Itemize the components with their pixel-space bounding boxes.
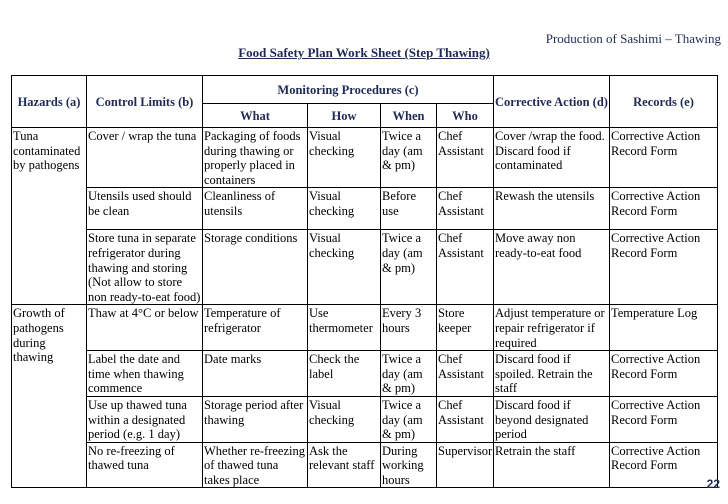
who-cell: Chef Assistant xyxy=(437,396,494,442)
food-safety-plan-table xyxy=(11,75,718,488)
header-how: How xyxy=(308,104,381,128)
corrective-action-cell: Move away non ready-to-eat food xyxy=(494,230,610,305)
control-limit-cell: Utensils used should be clean xyxy=(87,188,203,230)
table-row xyxy=(12,396,718,442)
header-who: Who xyxy=(437,104,494,128)
what-cell: Whether re-freezing of thawed tuna takes place xyxy=(203,442,308,488)
how-cell: Ask the relevant staff xyxy=(308,442,381,488)
corrective-action-cell: Discard food if spoiled. Retrain the staff xyxy=(494,351,610,397)
record-cell: Corrective Action Record Form xyxy=(610,351,718,397)
when-cell: Twice a day (am & pm) xyxy=(381,128,437,188)
control-limit-cell: Label the date and time when thawing commence xyxy=(87,351,203,397)
corrective-action-cell: Adjust temperature or repair refrigerator if required xyxy=(494,305,610,351)
table-row xyxy=(12,442,718,488)
who-cell: Supervisor xyxy=(437,442,494,488)
who-cell: Chef Assistant xyxy=(437,188,494,230)
table-row xyxy=(12,128,718,188)
what-cell: Cleanliness of utensils xyxy=(203,188,308,230)
control-limit-cell: Use up thawed tuna within a designated period (e.g. 1 day) xyxy=(87,396,203,442)
table-row xyxy=(12,305,718,351)
what-cell: Storage conditions xyxy=(203,230,308,305)
table-row xyxy=(12,188,718,230)
when-cell: Every 3 hours xyxy=(381,305,437,351)
header-row xyxy=(12,76,718,104)
who-cell: Store keeper xyxy=(437,305,494,351)
how-cell: Use thermometer xyxy=(308,305,381,351)
how-cell: Check the label xyxy=(308,351,381,397)
corrective-action-cell: Cover /wrap the food. Discard food if contaminated xyxy=(494,128,610,188)
control-limit-cell: No re-freezing of thawed tuna xyxy=(87,442,203,488)
corrective-action-cell: Rewash the utensils xyxy=(494,188,610,230)
what-cell: Packaging of foods during thawing or properly placed in containers xyxy=(203,128,308,188)
who-cell: Chef Assistant xyxy=(437,128,494,188)
record-cell: Corrective Action Record Form xyxy=(610,442,718,488)
record-cell: Temperature Log xyxy=(610,305,718,351)
control-limit-cell: Thaw at 4°C or below xyxy=(87,305,203,351)
header-when: When xyxy=(381,104,437,128)
when-cell: During working hours xyxy=(381,442,437,488)
when-cell: Twice a day (am & pm) xyxy=(381,230,437,305)
corrective-action-cell: Retrain the staff xyxy=(494,442,610,488)
header-control-limits: Control Limits (b) xyxy=(87,76,203,128)
how-cell: Visual checking xyxy=(308,128,381,188)
record-cell: Corrective Action Record Form xyxy=(610,230,718,305)
record-cell: Corrective Action Record Form xyxy=(610,396,718,442)
record-cell: Corrective Action Record Form xyxy=(610,128,718,188)
header-hazards: Hazards (a) xyxy=(12,76,87,128)
table-row xyxy=(12,351,718,397)
who-cell: Chef Assistant xyxy=(437,230,494,305)
when-cell: Twice a day (am & pm) xyxy=(381,396,437,442)
what-cell: Temperature of refrigerator xyxy=(203,305,308,351)
page-number: 22 xyxy=(706,477,720,491)
how-cell: Visual checking xyxy=(308,230,381,305)
hazard-cell: Tuna contaminated by pathogens xyxy=(12,128,87,305)
when-cell: Before use xyxy=(381,188,437,230)
when-cell: Twice a day (am & pm) xyxy=(381,351,437,397)
hazard-cell: Growth of pathogens during thawing xyxy=(12,305,87,488)
control-limit-cell: Store tuna in separate refrigerator during thawing and storing (Not allow to store non ready-to-eat food) xyxy=(87,230,203,305)
who-cell: Chef Assistant xyxy=(437,351,494,397)
what-cell: Date marks xyxy=(203,351,308,397)
record-cell: Corrective Action Record Form xyxy=(610,188,718,230)
document-corner-title: Production of Sashimi – Thawing xyxy=(545,31,721,46)
header-records: Records (e) xyxy=(610,76,718,128)
header-what: What xyxy=(203,104,308,128)
header-corrective-action: Corrective Action (d) xyxy=(494,76,610,128)
control-limit-cell: Cover / wrap the tuna xyxy=(87,128,203,188)
worksheet-title: Food Safety Plan Work Sheet (Step Thawing) xyxy=(238,45,490,60)
header-monitoring-procedures: Monitoring Procedures (c) xyxy=(203,76,494,104)
how-cell: Visual checking xyxy=(308,188,381,230)
table-row xyxy=(12,230,718,305)
corrective-action-cell: Discard food if beyond designated period xyxy=(494,396,610,442)
what-cell: Storage period after thawing xyxy=(203,396,308,442)
how-cell: Visual checking xyxy=(308,396,381,442)
